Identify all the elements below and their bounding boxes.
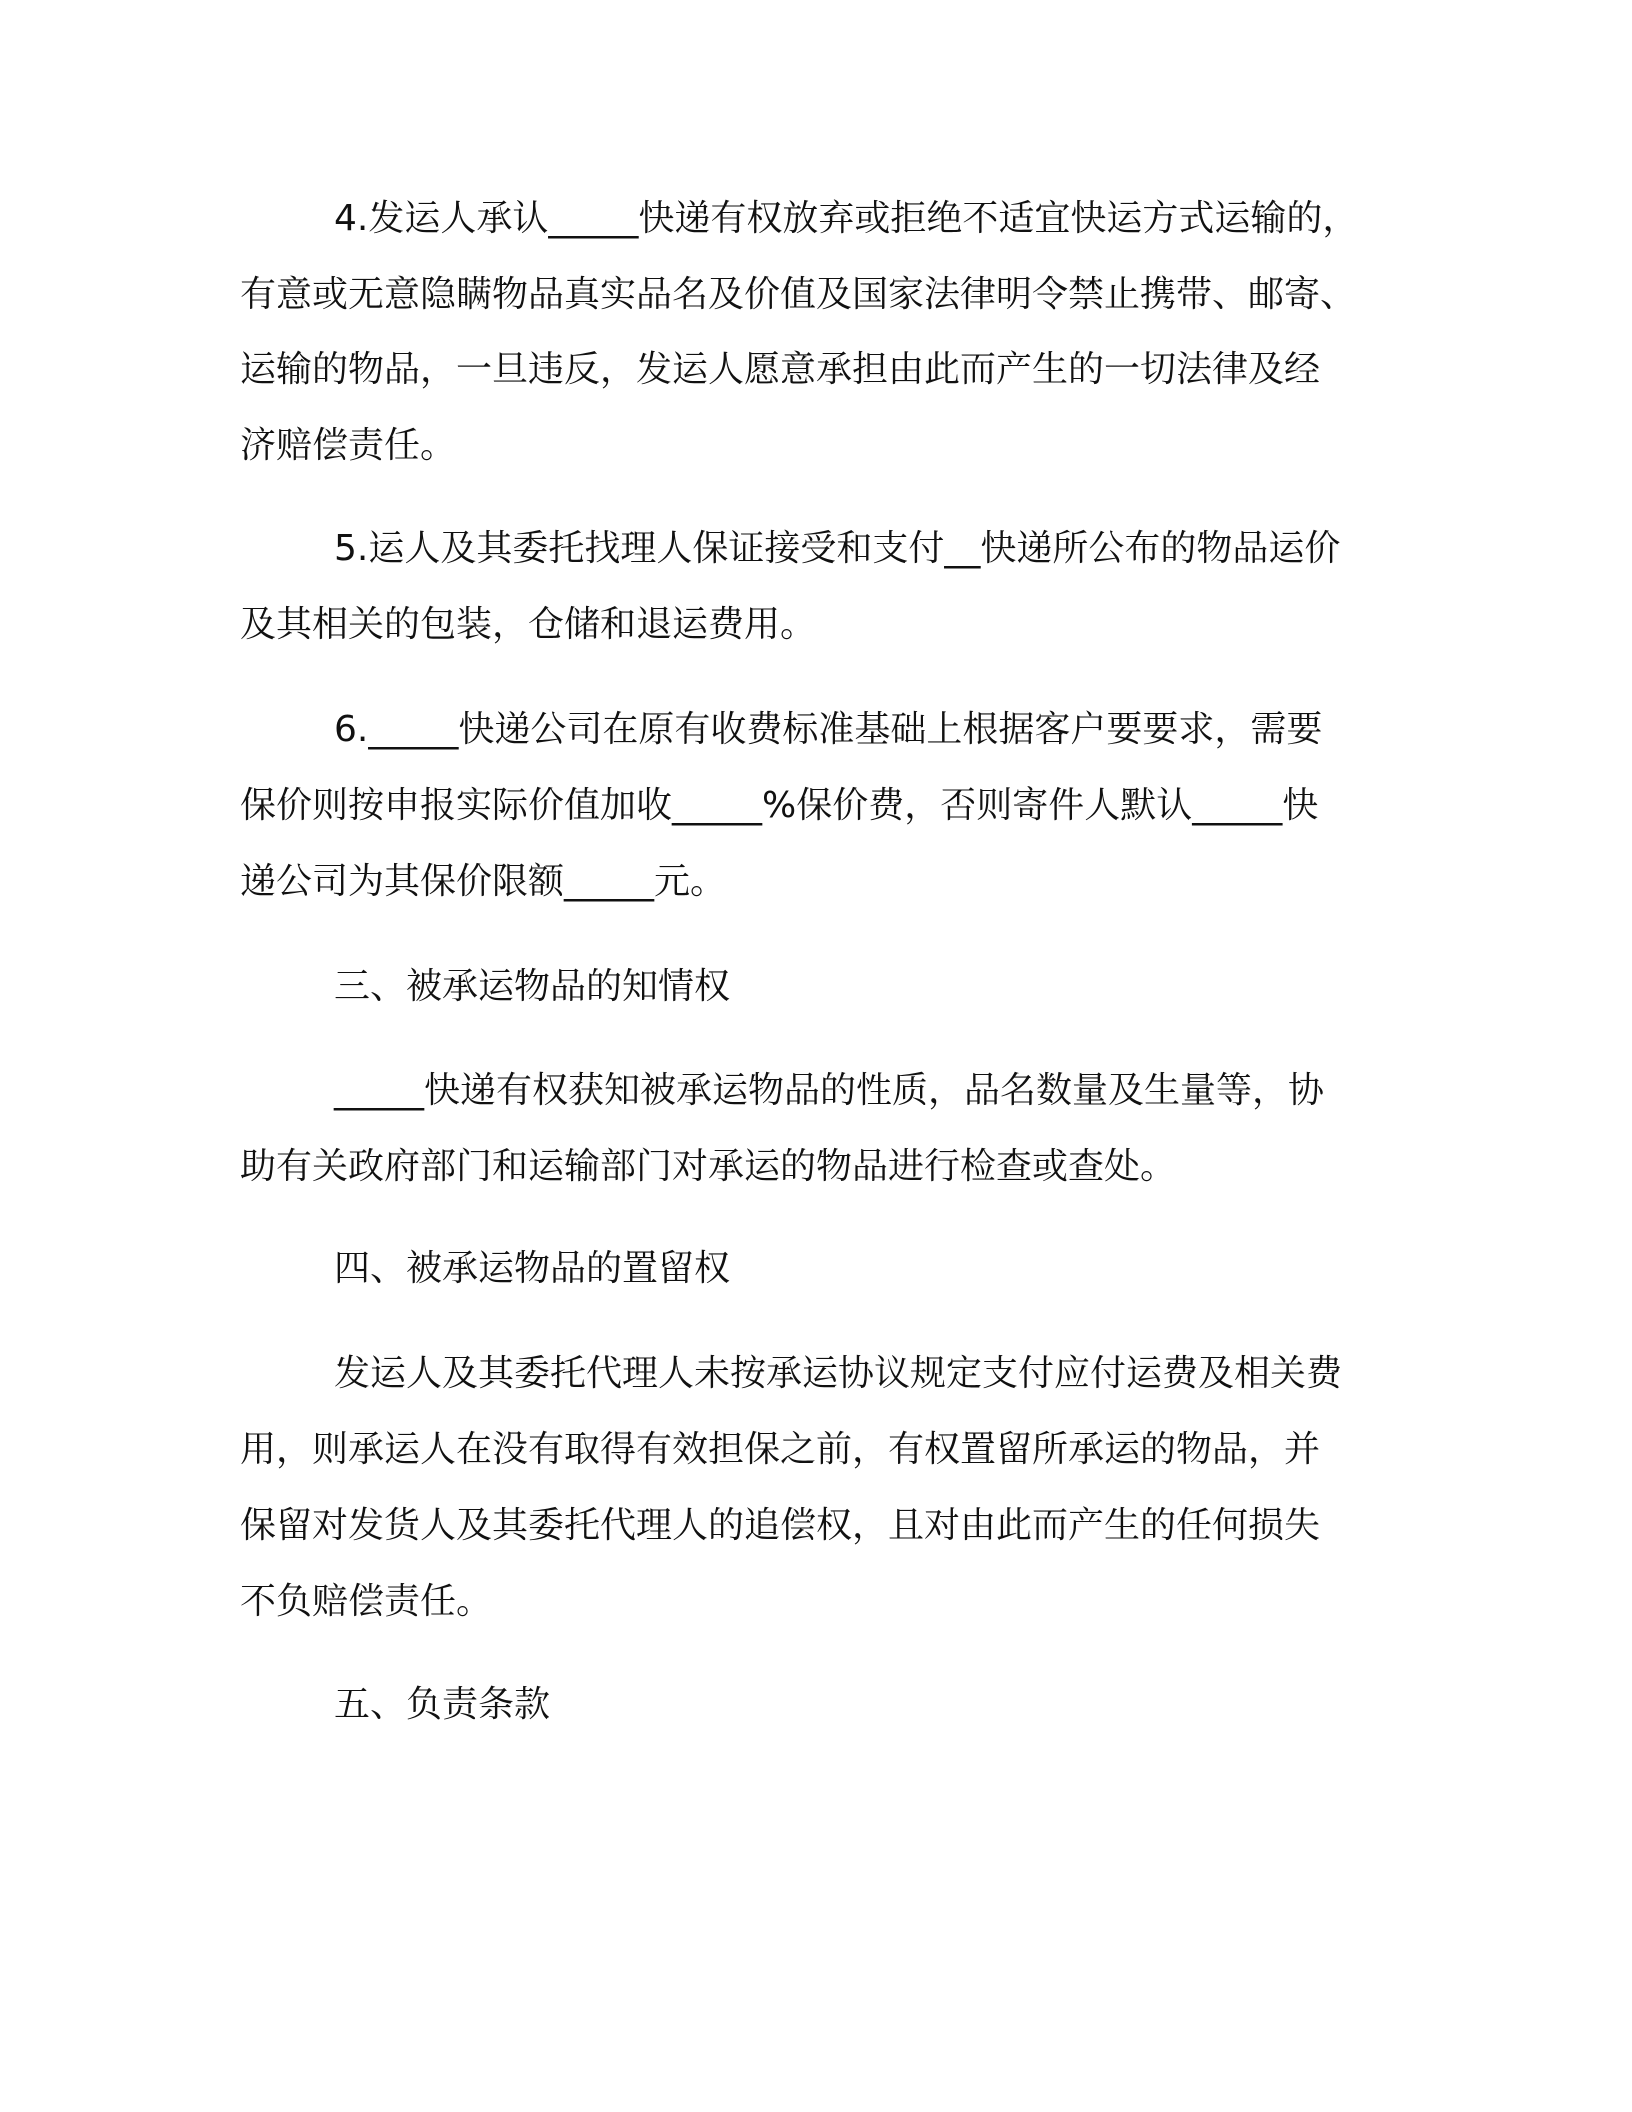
clause-4-line-3: 运输的物品，一旦违反，发运人愿意承担由此而产生的一切法律及经 [240, 349, 1321, 390]
section-5-heading: 五、负责条款 [334, 1684, 551, 1725]
clause-6-line-1: 6._____快递公司在原有收费标准基础上根据客户要要求，需要 [334, 709, 1323, 750]
section-3-heading: 三、被承运物品的知情权 [334, 966, 731, 1007]
clause-6-line-3: 递公司为其保价限额_____元。 [240, 861, 727, 902]
clause-4-line-4: 济赔偿责任。 [240, 425, 457, 466]
section-4-para-line-2: 用，则承运人在没有取得有效担保之前，有权置留所承运的物品，并 [240, 1429, 1321, 1470]
section-4-heading: 四、被承运物品的置留权 [334, 1248, 731, 1289]
clause-4-line-1: 4.发运人承认_____快递有权放弃或拒绝不适宜快运方式运输的， [334, 198, 1359, 239]
clause-6-line-2: 保价则按申报实际价值加收_____%保价费，否则寄件人默认_____快 [240, 785, 1319, 826]
section-3-para-line-1: _____快递有权获知被承运物品的性质，品名数量及生量等，协 [334, 1070, 1325, 1111]
section-4-para-line-3: 保留对发货人及其委托代理人的追偿权，且对由此而产生的任何损失 [240, 1505, 1321, 1546]
section-3-para-line-2: 助有关政府部门和运输部门对承运的物品进行检查或查处。 [240, 1146, 1177, 1187]
clause-5-line-2: 及其相关的包装，仓储和退运费用。 [240, 604, 817, 645]
clause-5-line-1: 5.运人及其委托找理人保证接受和支付__快递所公布的物品运价 [334, 528, 1341, 569]
section-4-para-line-1: 发运人及其委托代理人未按承运协议规定支付应付运费及相关费 [334, 1353, 1343, 1394]
clause-4-line-2: 有意或无意隐瞒物品真实品名及价值及国家法律明令禁止携带、邮寄、 [240, 274, 1357, 315]
section-4-para-line-4: 不负赔偿责任。 [240, 1581, 493, 1622]
